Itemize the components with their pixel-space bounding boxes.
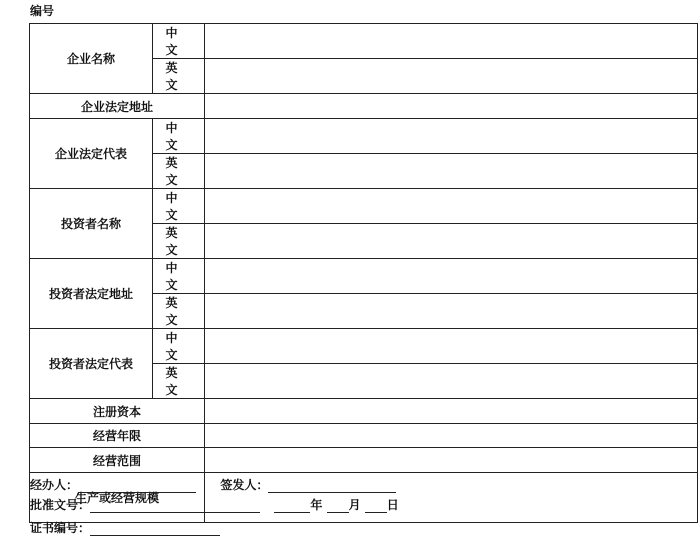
day-label: 日 <box>386 498 399 512</box>
legal-address-label: 企业法定地址 <box>30 94 205 119</box>
investor-name-label: 投资者名称 <box>30 189 153 259</box>
table-row <box>30 24 698 59</box>
investor-rep-label: 投资者法定代表 <box>30 329 153 399</box>
approval-number-label: 批准文号： <box>30 498 91 512</box>
registered-capital-field[interactable] <box>205 399 698 424</box>
chinese-label: 中 文 <box>153 24 205 59</box>
chinese-label: 中 文 <box>153 189 205 224</box>
business-term-label: 经营年限 <box>30 424 205 448</box>
chinese-label: 中 文 <box>153 329 205 364</box>
investor-address-cn-field[interactable] <box>205 259 698 294</box>
year-label: 年 <box>310 498 323 512</box>
signer-line[interactable] <box>268 479 396 493</box>
table-row <box>30 399 698 424</box>
investor-name-en-field[interactable] <box>205 224 698 259</box>
legal-rep-label: 企业法定代表 <box>30 119 153 189</box>
day-line[interactable] <box>365 499 387 513</box>
month-label: 月 <box>348 498 361 512</box>
english-label: 英 文 <box>153 294 205 329</box>
registration-table <box>29 23 698 523</box>
table-row <box>30 189 698 224</box>
business-scope-field[interactable] <box>205 448 698 473</box>
table-row <box>30 259 698 294</box>
chinese-label: 中 文 <box>153 259 205 294</box>
business-scale-label: 生产或经营规模 <box>30 473 205 523</box>
footer-row-approval <box>30 496 399 513</box>
business-term-field[interactable] <box>205 424 698 448</box>
table-row <box>30 448 698 473</box>
investor-rep-en-field[interactable] <box>205 364 698 399</box>
company-name-cn-field[interactable] <box>205 24 698 59</box>
english-label: 英 文 <box>153 154 205 189</box>
company-name-label: 企业名称 <box>30 24 153 94</box>
english-label: 英 文 <box>153 59 205 94</box>
legal-address-field[interactable] <box>205 94 698 119</box>
investor-rep-cn-field[interactable] <box>205 329 698 364</box>
table-row <box>30 119 698 154</box>
chinese-label: 中 文 <box>153 119 205 154</box>
investor-address-en-field[interactable] <box>205 294 698 329</box>
table-row <box>30 329 698 364</box>
footer-row-certificate <box>30 519 220 536</box>
business-scope-label: 经营范围 <box>30 448 205 473</box>
year-line[interactable] <box>274 499 310 513</box>
month-line[interactable] <box>327 499 349 513</box>
signer-label: 签发人： <box>220 478 269 492</box>
investor-address-label: 投资者法定地址 <box>30 259 153 329</box>
registered-capital-label: 注册资本 <box>30 399 205 424</box>
handler-label: 经办人： <box>30 478 79 492</box>
footer-row-signatures <box>30 476 396 493</box>
investor-name-cn-field[interactable] <box>205 189 698 224</box>
table-row <box>30 94 698 119</box>
legal-rep-en-field[interactable] <box>205 154 698 189</box>
certificate-number-line[interactable] <box>90 522 220 536</box>
legal-rep-cn-field[interactable] <box>205 119 698 154</box>
serial-number-label: 编号 <box>30 4 55 18</box>
table-row <box>30 424 698 448</box>
english-label: 英 文 <box>153 364 205 399</box>
handler-line[interactable] <box>78 479 196 493</box>
company-name-en-field[interactable] <box>205 59 698 94</box>
approval-number-line[interactable] <box>90 499 260 513</box>
english-label: 英 文 <box>153 224 205 259</box>
certificate-number-label: 证书编号： <box>30 521 91 535</box>
